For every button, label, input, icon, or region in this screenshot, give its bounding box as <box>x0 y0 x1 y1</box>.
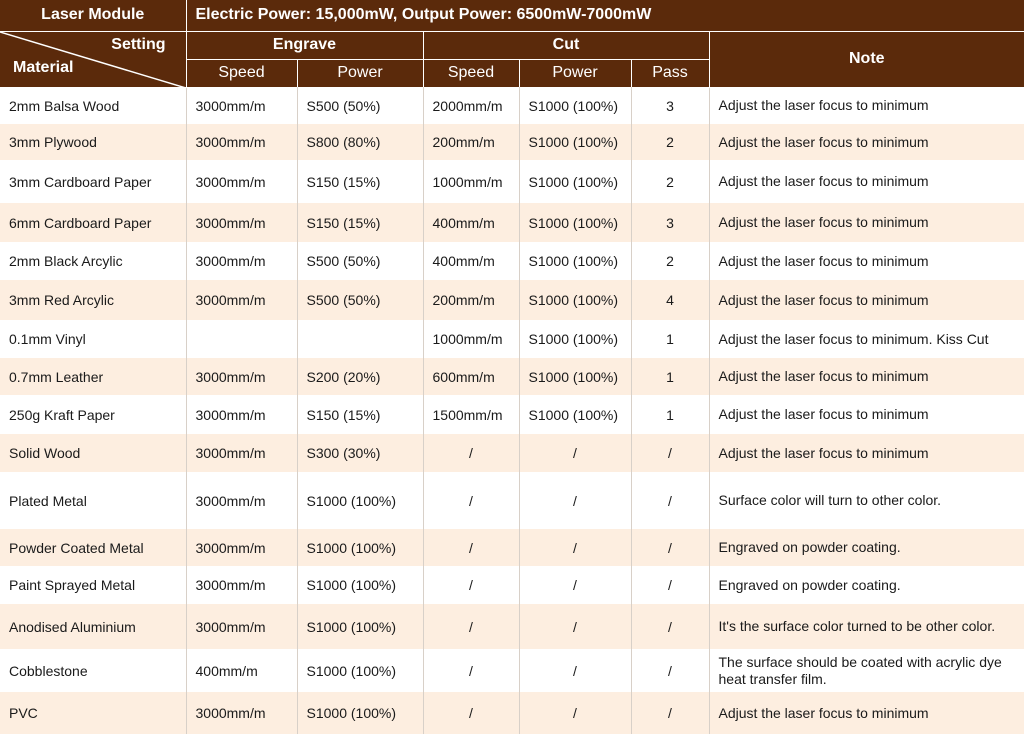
pass-cell: 1 <box>631 320 709 358</box>
table-row <box>0 649 1024 692</box>
note-cell: Adjust the laser focus to minimum <box>718 97 929 114</box>
engrave-power-cell: S1000 (100%) <box>297 649 423 692</box>
table-row <box>0 242 1024 280</box>
note-cell: Adjust the laser focus to minimum <box>718 133 929 150</box>
cut-pass-header: Pass <box>631 59 709 87</box>
cut-power-cell: / <box>519 604 631 649</box>
note-cell: Adjust the laser focus to minimum. Kiss Cut <box>718 330 989 347</box>
note-cell: Adjust the laser focus to minimum <box>718 368 929 384</box>
engrave-speed-cell: 3000mm/m <box>186 692 297 734</box>
setting-label: Setting <box>111 35 166 53</box>
cut-speed-cell: / <box>423 692 519 734</box>
engrave-power-cell: S150 (15%) <box>297 203 423 242</box>
cut-group-header: Cut <box>423 31 709 59</box>
engrave-power-cell: S150 (15%) <box>297 395 423 434</box>
cut-speed-cell: / <box>423 529 519 566</box>
engrave-power-cell: S1000 (100%) <box>297 529 423 566</box>
cut-speed-cell: / <box>423 472 519 529</box>
material-cell: Solid Wood <box>0 434 186 472</box>
cut-power-cell: S1000 (100%) <box>519 160 631 203</box>
material-cell: 250g Kraft Paper <box>0 395 186 434</box>
laser-module-label: Laser Module <box>0 0 186 31</box>
engrave-power-cell <box>297 320 423 358</box>
engrave-speed-cell: 3000mm/m <box>186 87 297 124</box>
table-row <box>0 160 1024 203</box>
note-cell: Adjust the laser focus to minimum <box>718 406 929 422</box>
table-row <box>0 203 1024 242</box>
cut-power-cell: / <box>519 472 631 529</box>
pass-cell: 1 <box>631 358 709 395</box>
note-cell: Adjust the laser focus to minimum <box>718 444 929 461</box>
table-row <box>0 529 1024 566</box>
cut-power-cell: / <box>519 649 631 692</box>
material-cell: PVC <box>0 692 186 734</box>
cut-speed-cell: 1500mm/m <box>423 395 519 434</box>
pass-cell: 3 <box>631 87 709 124</box>
cut-speed-cell: 2000mm/m <box>423 87 519 124</box>
engrave-power-cell: S1000 (100%) <box>297 692 423 734</box>
cut-power-cell: / <box>519 692 631 734</box>
pass-cell: / <box>631 692 709 734</box>
engrave-power-cell: S200 (20%) <box>297 358 423 395</box>
engrave-speed-cell: 3000mm/m <box>186 242 297 280</box>
pass-cell: / <box>631 434 709 472</box>
table-row <box>0 604 1024 649</box>
note-cell: The surface should be coated with acrylic dye heat transfer film. <box>718 653 1002 687</box>
engrave-speed-cell: 3000mm/m <box>186 472 297 529</box>
pass-cell: / <box>631 604 709 649</box>
cut-power-cell: S1000 (100%) <box>519 203 631 242</box>
pass-cell: / <box>631 649 709 692</box>
table-row <box>0 87 1024 124</box>
table-row <box>0 692 1024 734</box>
cut-power-cell: S1000 (100%) <box>519 320 631 358</box>
engrave-power-cell: S300 (30%) <box>297 434 423 472</box>
pass-cell: 3 <box>631 203 709 242</box>
table-header <box>0 0 1024 87</box>
engrave-power-cell: S1000 (100%) <box>297 566 423 604</box>
engrave-speed-cell: 3000mm/m <box>186 395 297 434</box>
cut-speed-cell: / <box>423 604 519 649</box>
cut-power-cell: S1000 (100%) <box>519 242 631 280</box>
engrave-power-cell: S500 (50%) <box>297 87 423 124</box>
pass-cell: / <box>631 529 709 566</box>
engrave-speed-cell: 3000mm/m <box>186 604 297 649</box>
note-cell: Adjust the laser focus to minimum <box>718 214 929 230</box>
pass-cell: 4 <box>631 280 709 320</box>
table-row <box>0 320 1024 358</box>
engrave-speed-cell: 3000mm/m <box>186 566 297 604</box>
engrave-speed-cell: 3000mm/m <box>186 160 297 203</box>
note-cell: Adjust the laser focus to minimum <box>718 252 929 269</box>
pass-cell: 2 <box>631 124 709 160</box>
table-row <box>0 434 1024 472</box>
table-row <box>0 472 1024 529</box>
cut-speed-cell: 1000mm/m <box>423 160 519 203</box>
cut-speed-cell: 600mm/m <box>423 358 519 395</box>
note-cell: Engraved on powder coating. <box>718 576 901 593</box>
cut-speed-cell: 200mm/m <box>423 280 519 320</box>
pass-cell: / <box>631 472 709 529</box>
note-cell: Engraved on powder coating. <box>718 539 901 555</box>
header-title-row <box>0 0 1024 31</box>
table-row <box>0 566 1024 604</box>
engrave-power-cell: S800 (80%) <box>297 124 423 160</box>
engrave-speed-cell: 400mm/m <box>186 649 297 692</box>
table-body <box>0 87 1024 734</box>
engrave-speed-header: Speed <box>186 59 297 87</box>
material-cell: Powder Coated Metal <box>0 529 186 566</box>
cut-power-cell: / <box>519 566 631 604</box>
cut-speed-cell: / <box>423 649 519 692</box>
header-group-row <box>0 31 1024 59</box>
engrave-power-cell: S150 (15%) <box>297 160 423 203</box>
cut-speed-cell: / <box>423 566 519 604</box>
material-cell: Paint Sprayed Metal <box>0 566 186 604</box>
pass-cell: 1 <box>631 395 709 434</box>
note-header: Note <box>709 31 1024 87</box>
setting-material-corner <box>0 31 186 87</box>
note-cell: It's the surface color turned to be other color. <box>718 618 996 634</box>
material-cell: Anodised Aluminium <box>0 604 186 649</box>
engrave-power-cell: S1000 (100%) <box>297 604 423 649</box>
table-row <box>0 124 1024 160</box>
material-label: Material <box>13 58 74 76</box>
cut-power-cell: S1000 (100%) <box>519 395 631 434</box>
cut-power-cell: / <box>519 434 631 472</box>
engrave-power-cell: S500 (50%) <box>297 242 423 280</box>
table-row <box>0 395 1024 434</box>
cut-speed-cell: 400mm/m <box>423 203 519 242</box>
engrave-group-header: Engrave <box>186 31 423 59</box>
cut-power-cell: S1000 (100%) <box>519 87 631 124</box>
cut-power-cell: S1000 (100%) <box>519 358 631 395</box>
engrave-power-cell: S1000 (100%) <box>297 472 423 529</box>
engrave-speed-cell: 3000mm/m <box>186 124 297 160</box>
engrave-speed-cell <box>186 320 297 358</box>
material-cell: 2mm Black Arcylic <box>0 242 186 280</box>
cut-speed-cell: 1000mm/m <box>423 320 519 358</box>
pass-cell: 2 <box>631 160 709 203</box>
note-cell: Adjust the laser focus to minimum <box>718 704 929 721</box>
note-cell: Adjust the laser focus to minimum <box>718 173 929 189</box>
material-cell: 2mm Balsa Wood <box>0 87 186 124</box>
material-cell: 3mm Red Arcylic <box>0 280 186 320</box>
cut-speed-cell: 200mm/m <box>423 124 519 160</box>
cut-power-cell: S1000 (100%) <box>519 124 631 160</box>
pass-cell: / <box>631 566 709 604</box>
material-cell: 3mm Plywood <box>0 124 186 160</box>
table-row <box>0 358 1024 395</box>
cut-speed-cell: / <box>423 434 519 472</box>
note-cell: Adjust the laser focus to minimum <box>718 291 929 308</box>
engrave-speed-cell: 3000mm/m <box>186 434 297 472</box>
engrave-speed-cell: 3000mm/m <box>186 203 297 242</box>
cut-power-cell: / <box>519 529 631 566</box>
note-cell: Surface color will turn to other color. <box>718 492 942 508</box>
material-cell: 3mm Cardboard Paper <box>0 160 186 203</box>
engrave-speed-cell: 3000mm/m <box>186 529 297 566</box>
engrave-speed-cell: 3000mm/m <box>186 358 297 395</box>
material-cell: 0.1mm Vinyl <box>0 320 186 358</box>
engrave-power-cell: S500 (50%) <box>297 280 423 320</box>
material-cell: 6mm Cardboard Paper <box>0 203 186 242</box>
material-cell: Plated Metal <box>0 472 186 529</box>
table-row <box>0 280 1024 320</box>
power-title: Electric Power: 15,000mW, Output Power: 6500mW-7000mW <box>186 0 1024 31</box>
cut-power-cell: S1000 (100%) <box>519 280 631 320</box>
cut-speed-cell: 400mm/m <box>423 242 519 280</box>
cut-speed-header: Speed <box>423 59 519 87</box>
cut-power-header: Power <box>519 59 631 87</box>
engrave-speed-cell: 3000mm/m <box>186 280 297 320</box>
material-cell: 0.7mm Leather <box>0 358 186 395</box>
pass-cell: 2 <box>631 242 709 280</box>
material-cell: Cobblestone <box>0 649 186 692</box>
engrave-power-header: Power <box>297 59 423 87</box>
